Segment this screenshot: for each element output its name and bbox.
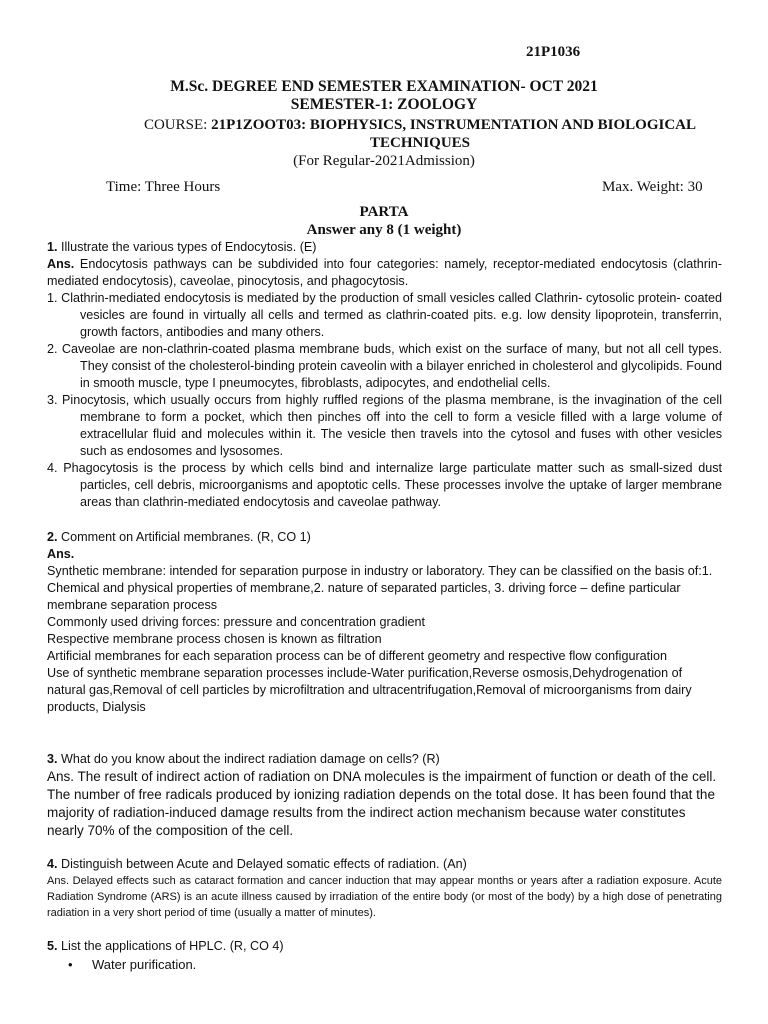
question-1-text	[47, 239, 722, 256]
question-4-text	[47, 856, 722, 873]
answer-2-label	[47, 546, 722, 563]
question-text: Distinguish between Acute and Delayed somatic effects of radiation. (An)	[57, 857, 467, 871]
answer-label: Ans.	[47, 547, 75, 561]
question-text: Comment on Artificial membranes. (R, CO 1)	[57, 530, 311, 544]
answer-4-text: Ans. Delayed effects such as cataract formation and cancer induction that may appear months or years after a radiation exposure. Acute Radiation Syndrome (ARS) is an acute illness caused by irradiation of the entire body (or most of the body) by a high dose of penetrating radiation in a very short period of time (usually a matter of minutes).	[47, 875, 722, 919]
course-name: 21P1ZOOT03: BIOPHYSICS, INSTRUMENTATION AND BIOLOGICAL TECHNIQUES	[211, 117, 697, 151]
answer-text: Endocytosis pathways can be subdivided into four categories: namely, receptor-mediated endocytosis (clathrin-mediated endocytosis), caveolae, pinocytosis, and phagocytosis.	[47, 257, 722, 288]
part-title: PARTA	[359, 204, 409, 220]
answer-1-point-2: 2. Caveolae are non-clathrin-coated plasma membrane buds, which exist on the surface of many, but not all cell types. They consist of the cholesterol-binding protein caveolin with a bilayer enriched in cholesterol and glycolipids. Found in smooth muscle, type I pneumocytes, fibroblasts, adipocytes, and endothelial cells.	[47, 342, 722, 390]
question-number: 5.	[47, 939, 58, 953]
part-instruction: Answer any 8 (1 weight)	[306, 222, 462, 238]
question-5-text	[47, 938, 722, 955]
exam-time: Time: Three Hours	[106, 179, 221, 195]
answer-1-point-4: 4. Phagocytosis is the process by which cells bind and internalize large particulate matter such as small-sized dust particles, cell debris, microorganisms and apoptotic cells. These processes involve the uptake of larger membrane areas than clathrin-mediated endocytosis and caveolae pathway.	[47, 461, 722, 509]
bullet-item	[68, 957, 196, 972]
question-5	[47, 938, 722, 955]
max-weight: Max. Weight: 30	[602, 179, 703, 195]
question-text: List the applications of HPLC. (R, CO 4)	[57, 939, 284, 953]
admission-note: (For Regular-2021Admission)	[293, 153, 475, 169]
question-text: What do you know about the indirect radiation damage on cells? (R)	[57, 752, 440, 766]
answer-label: Ans.	[47, 257, 75, 271]
question-number: 2.	[47, 530, 58, 544]
question-text: Illustrate the various types of Endocytosis. (E)	[57, 240, 317, 254]
answer-1-point-1: 1. Clathrin-mediated endocytosis is mediated by the production of small vesicles called Clathrin- cytosolic protein- coated vesicles are found in virtually all cells and termed as clathrin-coated pits. e.g. low density lipoprotein, transferrin, growth factors, antibodies and many others.	[47, 291, 722, 339]
bullet-icon: •	[68, 957, 73, 972]
question-2-text	[47, 529, 722, 546]
answer-3-text: Ans. The result of indirect action of radiation on DNA molecules is the impairment of function or death of the cell. The number of free radicals produced by ionizing radiation depends on the total dose. It has been found that the majority of radiation-induced damage results from the indirect action mechanism because water constitutes nearly 70% of the composition of the cell.	[47, 769, 717, 838]
question-3-text	[47, 751, 722, 768]
answer-2-line: Respective membrane process chosen is known as filtration	[47, 632, 382, 646]
question-number: 3.	[47, 752, 58, 766]
exam-title: M.Sc. DEGREE END SEMESTER EXAMINATION- OCT 2021	[170, 78, 598, 95]
course-title	[120, 116, 720, 152]
answer-2-line: Synthetic membrane: intended for separation purpose in industry or laboratory. They can be classified on the basis of:1. Chemical and physical properties of membrane,2. nature of separated particles, 3. driving force – define particular membrane separation process	[47, 564, 713, 612]
paper-code: 21P1036	[526, 44, 581, 60]
question-number: 4.	[47, 857, 58, 871]
answer-2-line: Commonly used driving forces: pressure and concentration gradient	[47, 615, 426, 629]
question-3	[47, 751, 722, 840]
question-2	[47, 529, 722, 716]
bullet-text: Water purification.	[92, 957, 197, 972]
answer-1-point-3: 3. Pinocytosis, which usually occurs from highly ruffled regions of the plasma membrane, is the invagination of the cell membrane to form a pocket, which then pinches off into the cell to form a vesicle filled with a large volume of extracellular fluid and molecules within it. The vesicle then travels into the cytosol and fuses with other vesicles such as endosomes and lysosomes.	[47, 393, 722, 458]
question-1	[47, 239, 722, 511]
answer-1-intro	[47, 256, 722, 290]
course-prefix: COURSE:	[143, 117, 212, 133]
answer-2-line: Artificial membranes for each separation process can be of different geometry and respective flow configuration	[47, 649, 667, 663]
question-number: 1.	[47, 240, 58, 254]
semester-title: SEMESTER-1: ZOOLOGY	[290, 96, 478, 113]
question-4	[47, 856, 722, 921]
answer-2-line: Use of synthetic membrane separation processes include-Water purification,Reverse osmosis,Dehydrogenation of natural gas,Removal of cell particles by microfiltration and ultracentrifugation,Removal of microorganisms from dairy products, Dialysis	[47, 666, 692, 714]
